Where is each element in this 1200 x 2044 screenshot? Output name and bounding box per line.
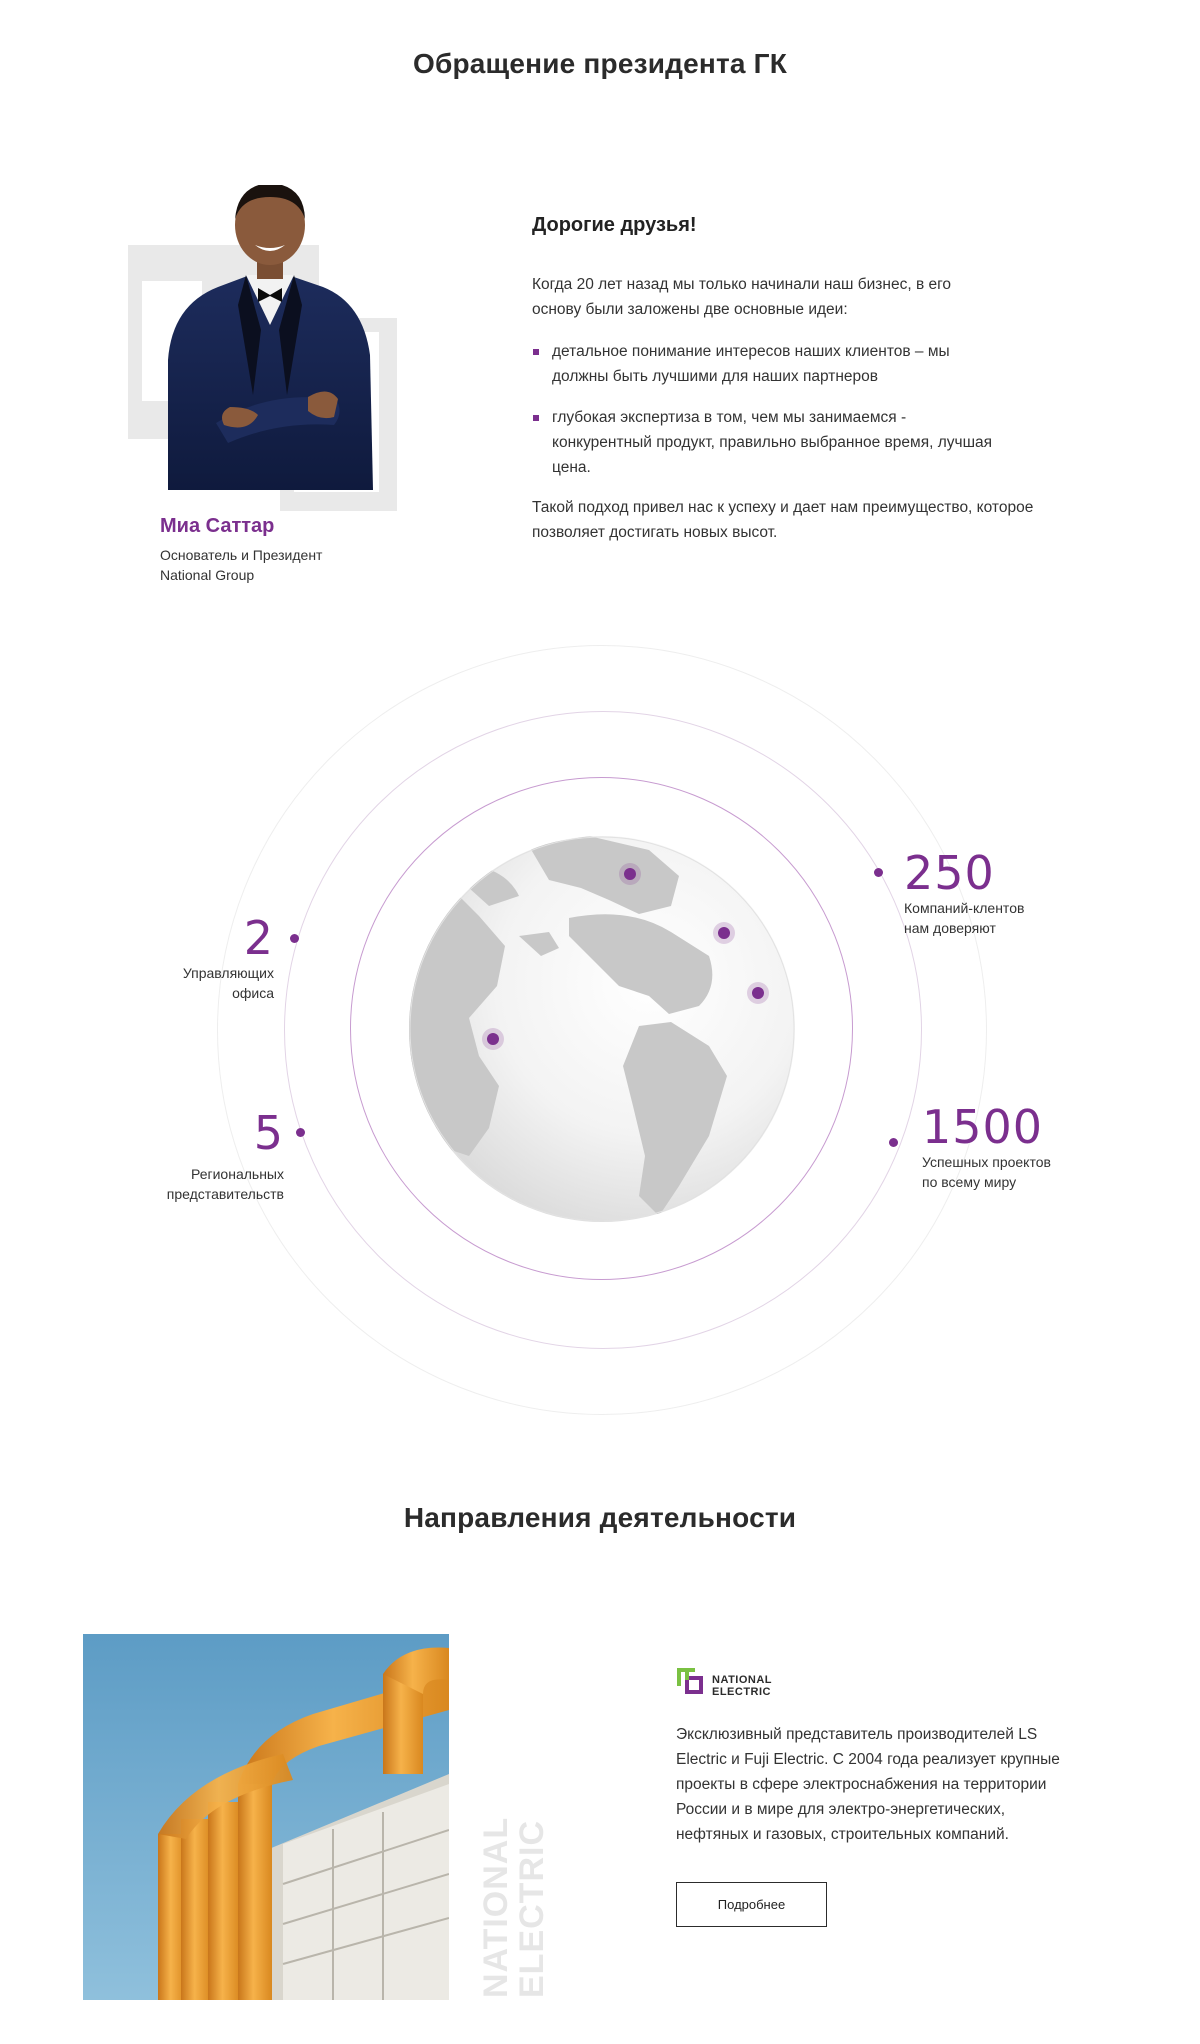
stat-dot-clients xyxy=(874,868,883,877)
watermark-line2: ELECTRIC xyxy=(513,1820,551,1998)
desc-line4: России и в мире для электро-энергетических, xyxy=(676,1801,1006,1818)
stat-label-projects-line1: Успешных проектов xyxy=(922,1154,1051,1170)
stat-label-regions-line2: представительств xyxy=(166,1186,284,1202)
intro-line2: основу были заложены две основные идеи: xyxy=(532,301,848,318)
closing-paragraph xyxy=(532,495,1033,545)
stat-value-clients: 250 xyxy=(904,846,995,900)
bullet-2-line3: цена. xyxy=(552,459,591,476)
bullet-2-line1: глубокая экспертиза в том, чем мы занимаемся - xyxy=(552,409,907,426)
stat-value-offices: 2 xyxy=(243,911,274,965)
section-title-president: Обращение президента ГК xyxy=(412,48,788,79)
bullet-1-line2: должны быть лучшими для наших партнеров xyxy=(552,368,878,385)
desc-line1: Эксклюзивный представитель производителей LS xyxy=(676,1726,1038,1743)
president-role-line1: Основатель и Президент xyxy=(160,547,323,563)
stat-label-offices-line1: Управляющих xyxy=(182,965,274,981)
intro-line1: Когда 20 лет назад мы только начинали наш бизнес, в его xyxy=(532,276,952,293)
stat-value-regions: 5 xyxy=(253,1106,284,1160)
stat-label-clients xyxy=(904,898,1024,938)
stat-label-clients-line2: нам доверяют xyxy=(904,920,996,936)
section-title-directions: Направления деятельности xyxy=(403,1502,797,1533)
stat-dot-projects xyxy=(889,1138,898,1147)
national-electric-logo-text xyxy=(712,1674,772,1698)
desc-line5: нефтяных и газовых, строительных компаний. xyxy=(676,1826,1009,1843)
stat-dot-offices xyxy=(290,934,299,943)
stat-label-offices-line2: офиса xyxy=(232,985,274,1001)
map-pin-icon xyxy=(713,922,735,944)
world-globe xyxy=(409,836,795,1222)
stat-label-offices xyxy=(120,963,274,1003)
national-electric-description xyxy=(676,1722,1060,1847)
closing-line1: Такой подход привел нас к успеху и дает нам преимущество, которое xyxy=(532,499,1034,516)
bullet-2-line2: конкурентный продукт, правильно выбранное время, лучшая xyxy=(552,434,993,451)
president-portrait xyxy=(158,185,383,490)
president-name: Миа Саттар xyxy=(160,515,275,537)
logo-line1: NATIONAL xyxy=(712,1674,773,1686)
stat-label-regions xyxy=(110,1164,284,1204)
watermark-line1: NATIONAL xyxy=(477,1816,515,1998)
stat-label-projects-line2: по всему миру xyxy=(922,1174,1017,1190)
bullet-item-1 xyxy=(552,339,950,389)
stat-label-projects xyxy=(922,1152,1051,1192)
stat-label-clients-line1: Компаний-клентов xyxy=(904,900,1025,916)
bullet-1-line1: детальное понимание интересов наших клиентов – мы xyxy=(552,343,950,360)
stat-label-regions-line1: Региональных xyxy=(191,1166,284,1182)
desc-line3: проекты в сфере электроснабжения на территории xyxy=(676,1776,1047,1793)
stat-value-projects: 1500 xyxy=(922,1100,1044,1154)
national-electric-logo-icon xyxy=(675,1666,705,1696)
bullet-item-2 xyxy=(552,405,992,480)
logo-line2: ELECTRIC xyxy=(712,1686,771,1698)
intro-paragraph xyxy=(532,272,951,322)
stat-dot-regions xyxy=(296,1128,305,1137)
map-pin-icon xyxy=(747,982,769,1004)
watermark-text xyxy=(478,1817,550,1998)
president-role xyxy=(160,545,322,585)
closing-line2: позволяет достигать новых высот. xyxy=(532,524,778,541)
desc-line2: Electric и Fuji Electric. С 2004 года реализует крупные xyxy=(676,1751,1060,1768)
map-pin-icon xyxy=(619,863,641,885)
greeting-heading: Дорогие друзья! xyxy=(532,214,697,236)
national-electric-building-image xyxy=(83,1634,449,2000)
president-role-line2: National Group xyxy=(160,567,255,583)
map-pin-icon xyxy=(482,1028,504,1050)
more-button[interactable]: Подробнее xyxy=(676,1882,827,1927)
